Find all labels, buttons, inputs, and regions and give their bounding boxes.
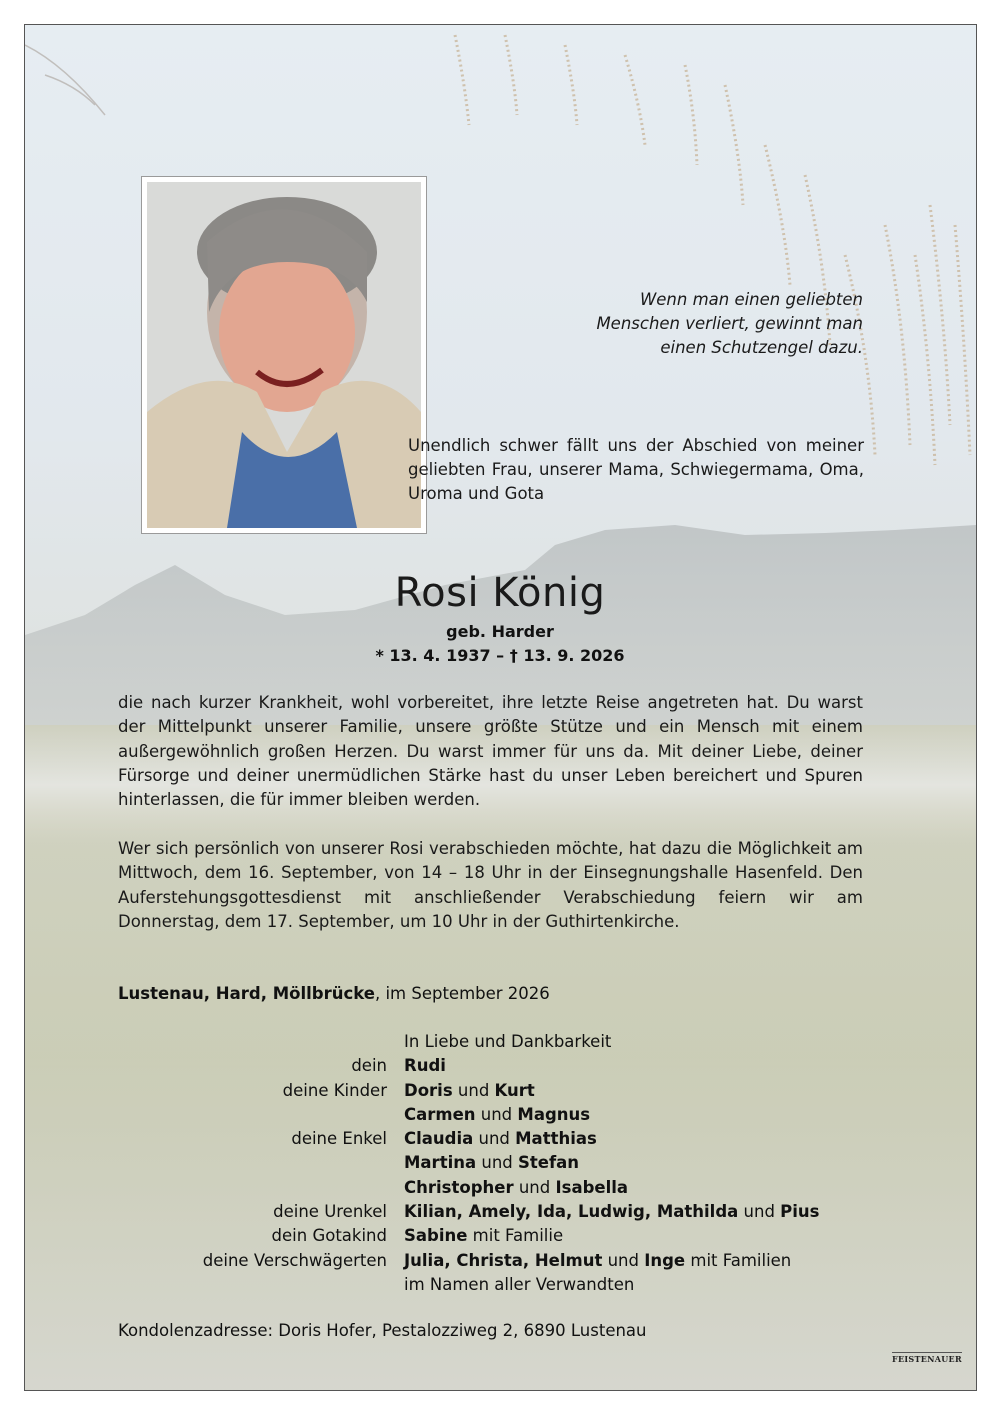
mourner-name: Inge — [644, 1250, 686, 1270]
mourner-row — [0, 1079, 1000, 1103]
mourner-connector: und — [473, 1129, 516, 1149]
mourner-row — [0, 1054, 1000, 1078]
mourner-names — [404, 1151, 579, 1175]
mourner-relation: dein — [351, 1056, 387, 1076]
quote-line: Wenn man einen geliebten — [639, 290, 863, 309]
quote — [596, 288, 863, 360]
mourner-name: Sabine — [404, 1226, 468, 1246]
mourner-names — [404, 1127, 597, 1151]
mourner-relation: deine Kinder — [282, 1080, 387, 1100]
life-dates: * 13. 4. 1937 – † 13. 9. 2026 — [375, 646, 625, 665]
mourner-names — [404, 1079, 535, 1103]
mourner-name: Kilian, Amely, Ida, Ludwig, Mathilda — [404, 1202, 739, 1222]
quote-line: einen Schutzengel dazu. — [660, 338, 863, 357]
mourner-names — [404, 1249, 791, 1273]
mourner-row — [0, 1200, 1000, 1224]
mourner-names — [404, 1224, 563, 1248]
mourner-name: Carmen — [404, 1104, 476, 1124]
mourner-connector: und — [475, 1104, 518, 1124]
mourner-row — [0, 1224, 1000, 1248]
place-date-rest: , im September 2026 — [374, 984, 550, 1003]
portrait-photo — [141, 176, 427, 534]
quote-line: Menschen verliert, gewinnt man — [596, 314, 863, 333]
mourner-connector: und — [738, 1202, 781, 1222]
mourner-connector: im Namen aller Verwandten — [404, 1274, 635, 1294]
mourner-names — [404, 1273, 634, 1297]
mourner-name: Magnus — [517, 1104, 591, 1124]
intro-text: Unendlich schwer fällt uns der Abschied von meiner geliebten Frau, unserer Mama, Schwiegermama, Oma, Uroma und Gota — [408, 436, 864, 503]
mourner-name: Stefan — [518, 1153, 580, 1173]
mourner-row — [0, 1127, 1000, 1151]
mourner-relation: dein Gotakind — [271, 1226, 387, 1246]
mourner-names — [404, 1176, 628, 1200]
mourner-names — [404, 1200, 820, 1224]
mourner-name: Matthias — [515, 1129, 597, 1149]
mourner-connector: und — [602, 1250, 645, 1270]
mourner-name: Julia, Christa, Helmut — [404, 1250, 603, 1270]
mourner-connector: und — [476, 1153, 519, 1173]
mourner-row — [0, 1176, 1000, 1200]
mourners-intro: In Liebe und Dankbarkeit — [404, 1032, 612, 1051]
mourner-relation: deine Verschwägerten — [202, 1250, 387, 1270]
paragraph-1: die nach kurzer Krankheit, wohl vorbereitet, ihre letzte Reise angetreten hat. Du warst der Mittelpunkt unserer Familie, unsere größte Stütze und ein Mensch mit einem außergewöhnlich großen Herzen. Du warst immer für uns da. Mit deiner Liebe, deiner Fürsorge und deiner unermüdlichen Stärke hast du unser Leben bereichert und Spuren hinterlassen, die für immer bleiben werden. — [118, 693, 863, 810]
deceased-name: Rosi König — [394, 570, 606, 616]
mourner-connector: mit Familie — [467, 1226, 564, 1246]
funeral-home-logo: FEISTENAUER — [892, 1354, 962, 1364]
mourner-names — [404, 1054, 446, 1078]
mourner-row — [0, 1151, 1000, 1175]
mourner-row — [0, 1273, 1000, 1297]
mourner-names — [404, 1103, 590, 1127]
mourner-relation: deine Enkel — [291, 1129, 387, 1149]
mourner-connector: und — [513, 1177, 556, 1197]
mourner-name: Doris — [404, 1080, 453, 1100]
mourner-row — [0, 1103, 1000, 1127]
mourner-name: Rudi — [404, 1056, 446, 1076]
mourner-name: Pius — [780, 1202, 820, 1222]
paragraph-2: Wer sich persönlich von unserer Rosi verabschieden möchte, hat dazu die Möglichkeit am Mittwoch, dem 16. September, von 14 – 18 Uhr in der Einsegnungshalle Hasenfeld. Den Auferstehungsgottesdienst mit anschließender Verabschiedung feiern wir am Donnerstag, dem 17. September, um 10 Uhr in der Guthirtenkirche. — [118, 839, 863, 931]
mourner-name: Christopher — [404, 1177, 514, 1197]
mourner-row — [0, 1249, 1000, 1273]
mourner-connector: und — [452, 1080, 495, 1100]
mourners-list — [0, 1030, 1000, 1297]
mourner-name: Claudia — [404, 1129, 474, 1149]
mourner-connector: mit Familien — [685, 1250, 792, 1270]
mourner-name: Isabella — [555, 1177, 629, 1197]
mourner-name: Kurt — [494, 1080, 535, 1100]
maiden-name: geb. Harder — [446, 622, 554, 641]
condolence-address: Kondolenzadresse: Doris Hofer, Pestalozziweg 2, 6890 Lustenau — [118, 1321, 647, 1340]
place-names: Lustenau, Hard, Möllbrücke — [118, 984, 375, 1003]
mourner-relation: deine Urenkel — [273, 1202, 387, 1222]
place-date — [118, 984, 550, 1003]
mourner-name: Martina — [404, 1153, 477, 1173]
